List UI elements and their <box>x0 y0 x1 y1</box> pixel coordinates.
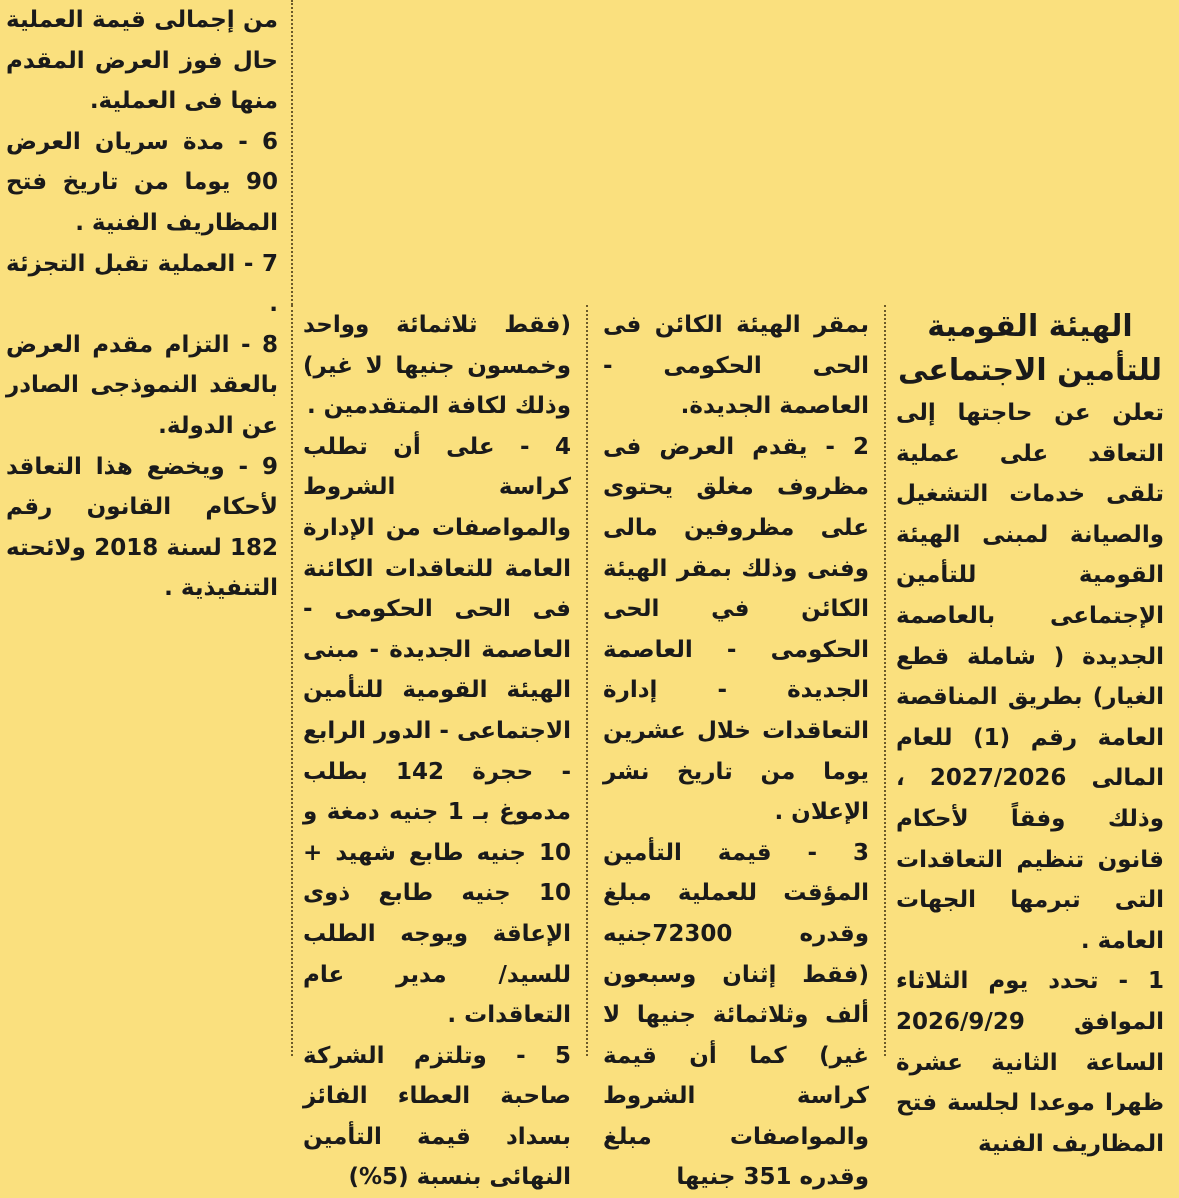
column-separator <box>291 305 293 1056</box>
clause-4: 4 - على أن تطلب كراسة الشروط والمواصفات من الإدارة العامة للتعاقدات الكائنة فى الحى الحكومى - العاصمة الجديدة - مبنى الهيئة القومية للتأمين الاجتماعى - الدور الرابع - حجرة 142 بطلب مدموغ بـ 1 جنيه دمغة و 10 جنيه طابع شهيد + 10 جنيه طابع ذوى الإعاقة ويوجه الطلب للسيد/ مدير عام التعاقدات . <box>303 433 571 1029</box>
agency-title <box>896 305 1164 393</box>
announcement-column-2 <box>603 305 869 1191</box>
clause-8: 8 - التزام مقدم العرض بالعقد النموذجى الصادر عن الدولة. <box>6 331 278 439</box>
clause-1: 1 - تحدد يوم الثلاثاء الموافق 2026/9/29 الساعة الثانية عشرة ظهرا موعدا لجلسة فتح المظاريف الفنية <box>896 968 1164 1157</box>
clause-1-continued: بمقر الهيئة الكائن فى الحى الحكومى - العاصمة الجديدة. <box>603 312 869 420</box>
column-separator <box>884 305 886 1056</box>
announcement-column-4 <box>6 0 278 602</box>
clause-7: 7 - العملية تقبل التجزئة . <box>6 250 278 318</box>
clause-3: 3 - قيمة التأمين المؤقت للعملية مبلغ وقدره 72300جنيه (فقط إثنان وسبعون ألف وثلاثمائة جنيها لا غير) كما أن قيمة كراسة الشروط والمواصفات مبلغ وقدره 351 جنيها <box>603 839 869 1191</box>
clause-6: 6 - مدة سريان العرض 90 يوما من تاريخ فتح المظاريف الفنية . <box>6 128 278 236</box>
column-separator <box>586 305 588 1056</box>
clause-2: 2 - يقدم العرض فى مظروف مغلق يحتوى على مظروفين مالى وفنى وذلك بمقر الهيئة الكائن في الحى الحكومى - العاصمة الجديدة - إدارة التعاقدات خلال عشرين يوما من تاريخ نشر الإعلان . <box>603 433 869 826</box>
agency-title-line2: للتأمين الاجتماعى <box>898 353 1162 388</box>
clause-5: 5 - وتلتزم الشركة صاحبة العطاء الفائز بسداد قيمة التأمين النهائى بنسبة (5%) <box>303 1042 571 1191</box>
clause-3-continued: (فقط ثلاثمائة وواحد وخمسون جنيها لا غير) وذلك لكافة المتقدمين . <box>303 312 571 420</box>
clause-5-continued: من إجمالى قيمة العملية حال فوز العرض المقدم منها فى العملية. <box>6 7 278 115</box>
announcement-column-1 <box>896 305 1164 1157</box>
announcement-intro: تعلن عن حاجتها إلى التعاقد على عملية تلقى خدمات التشغيل والصيانة لمبنى الهيئة القومية للتأمين الإجتماعى بالعاصمة الجديدة ( شاملة قطع الغيار) بطريق المناقصة العامة رقم (1) للعام المالى 2027/2026 ، وذلك وفقاً لأحكام قانون تنظيم التعاقدات التى تبرمها الجهات العامة . <box>896 400 1164 954</box>
agency-title-line1: الهيئة القومية <box>927 309 1133 344</box>
clause-9: 9 - ويخضع هذا التعاقد لأحكام القانون رقم 182 لسنة 2018 ولائحته التنفيذية . <box>6 453 278 602</box>
column-separator <box>291 0 293 305</box>
announcement-column-3 <box>303 305 571 1191</box>
